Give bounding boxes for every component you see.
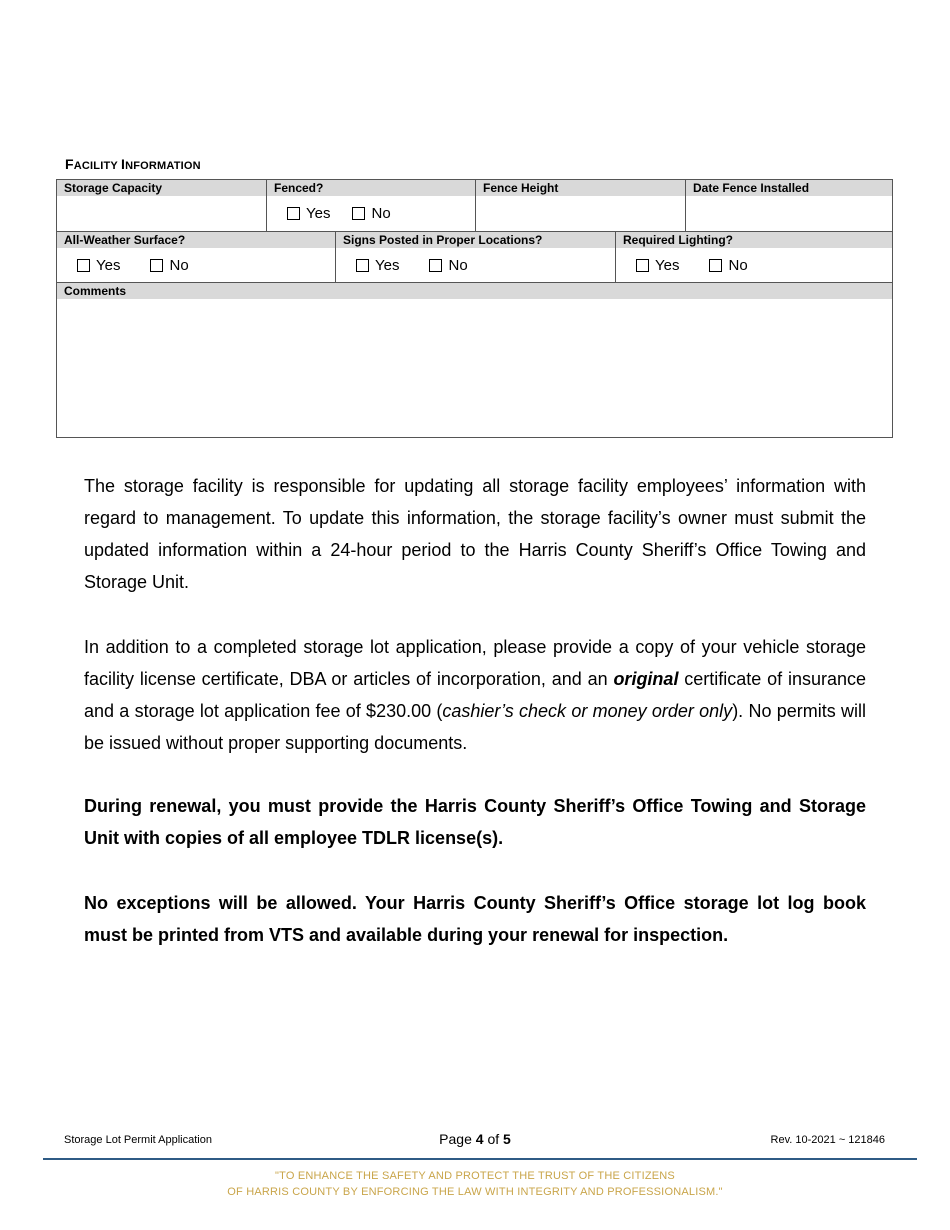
row-1 xyxy=(57,180,892,231)
lighting-options xyxy=(616,248,892,282)
fence-height-field[interactable] xyxy=(476,196,685,230)
all-weather-no-label: No xyxy=(169,256,189,274)
storage-capacity-cell xyxy=(57,180,266,231)
date-installed-cell xyxy=(685,180,892,231)
lighting-no-label: No xyxy=(728,256,748,274)
p2-original-emphasis: original xyxy=(613,669,679,689)
all-weather-cell xyxy=(57,232,336,282)
comments-label: Comments xyxy=(57,283,892,299)
fenced-cell xyxy=(266,180,475,231)
lighting-yes-checkbox[interactable] xyxy=(636,259,649,272)
paragraph-updating-info: The storage facility is responsible for updating all storage facility employees’ information with regard to management. To update this information, the storage facility’s owner must submit the updated information within a 24-hour period to the Harris County Sheriff’s Office Towing and Storage Unit. xyxy=(84,476,866,592)
fenced-no-option[interactable] xyxy=(352,205,390,222)
signs-posted-options xyxy=(336,248,615,282)
date-installed-label: Date Fence Installed xyxy=(686,180,892,196)
lighting-label: Required Lighting? xyxy=(616,232,892,248)
all-weather-yes-option[interactable] xyxy=(77,257,120,274)
footer-revision: Rev. 10-2021 ~ 121846 xyxy=(770,1134,885,1146)
page-word: Page xyxy=(439,1131,476,1147)
storage-capacity-field[interactable] xyxy=(57,196,266,230)
all-weather-label: All-Weather Surface? xyxy=(57,232,336,248)
fenced-no-label: No xyxy=(371,204,391,222)
section-title-i: I xyxy=(121,156,126,172)
footer-form-name: Storage Lot Permit Application xyxy=(64,1134,212,1146)
all-weather-no-checkbox[interactable] xyxy=(150,259,163,272)
p2-payment-note: cashier’s check or money order only xyxy=(442,701,733,721)
comments-row xyxy=(57,283,892,437)
page-total: 5 xyxy=(503,1131,511,1147)
signs-no-option[interactable] xyxy=(429,257,467,274)
fenced-yes-label: Yes xyxy=(306,204,331,222)
section-title-f: F xyxy=(65,156,74,172)
fenced-options xyxy=(267,196,475,230)
page-current: 4 xyxy=(475,1131,484,1147)
signs-yes-checkbox[interactable] xyxy=(356,259,369,272)
comments-field[interactable] xyxy=(57,299,892,437)
all-weather-no-option[interactable] xyxy=(150,257,188,274)
section-title xyxy=(65,156,201,172)
signs-posted-cell xyxy=(335,232,615,282)
p2-text-e: ). No permits will be issued without proper supporting documents. xyxy=(84,701,866,753)
paragraph-required-documents xyxy=(84,631,866,759)
fence-height-cell xyxy=(475,180,685,231)
signs-yes-label: Yes xyxy=(375,256,400,274)
all-weather-yes-checkbox[interactable] xyxy=(77,259,90,272)
lighting-yes-label: Yes xyxy=(655,256,680,274)
lighting-no-option[interactable] xyxy=(709,257,747,274)
all-weather-yes-label: Yes xyxy=(96,256,121,274)
signs-no-checkbox[interactable] xyxy=(429,259,442,272)
fenced-label: Fenced? xyxy=(267,180,475,196)
paragraph-renewal-licenses: During renewal, you must provide the Harris County Sheriff’s Office Towing and Storage Unit with copies of all employee TDLR license(s). xyxy=(84,796,866,848)
lighting-yes-option[interactable] xyxy=(636,257,679,274)
section-title-rest-b: NFORMATION xyxy=(125,160,201,172)
fenced-yes-option[interactable] xyxy=(287,205,330,222)
p2-text-c: certificate of insurance and a storage lot application fee of $230.00 ( xyxy=(84,669,866,721)
section-title-rest-a: ACILITY xyxy=(73,160,121,172)
lighting-cell xyxy=(615,232,892,282)
fence-height-label: Fence Height xyxy=(476,180,685,196)
storage-capacity-label: Storage Capacity xyxy=(57,180,266,196)
paragraph-no-exceptions: No exceptions will be allowed. Your Harris County Sheriff’s Office storage lot log book must be printed from VTS and available during your renewal for inspection. xyxy=(84,893,866,945)
row-2 xyxy=(57,232,892,282)
facility-information-form xyxy=(56,179,893,438)
signs-yes-option[interactable] xyxy=(356,257,399,274)
footer-divider xyxy=(43,1158,917,1160)
lighting-no-checkbox[interactable] xyxy=(709,259,722,272)
date-installed-field[interactable] xyxy=(686,196,892,230)
signs-posted-label: Signs Posted in Proper Locations? xyxy=(336,232,615,248)
fenced-yes-checkbox[interactable] xyxy=(287,207,300,220)
motto-line-2: OF HARRIS COUNTY BY ENFORCING THE LAW WITH INTEGRITY AND PROFESSIONALISM." xyxy=(227,1186,723,1198)
page-of-word: of xyxy=(483,1131,504,1147)
signs-no-label: No xyxy=(448,256,468,274)
fenced-no-checkbox[interactable] xyxy=(352,207,365,220)
all-weather-options xyxy=(57,248,336,282)
motto-line-1: "TO ENHANCE THE SAFETY AND PROTECT THE TRUST OF THE CITIZENS xyxy=(275,1170,675,1182)
p2-text-a: In addition to a completed storage lot application, please provide a copy of your vehicle storage facility license certificate, DBA or articles of incorporation, and an xyxy=(84,637,866,689)
